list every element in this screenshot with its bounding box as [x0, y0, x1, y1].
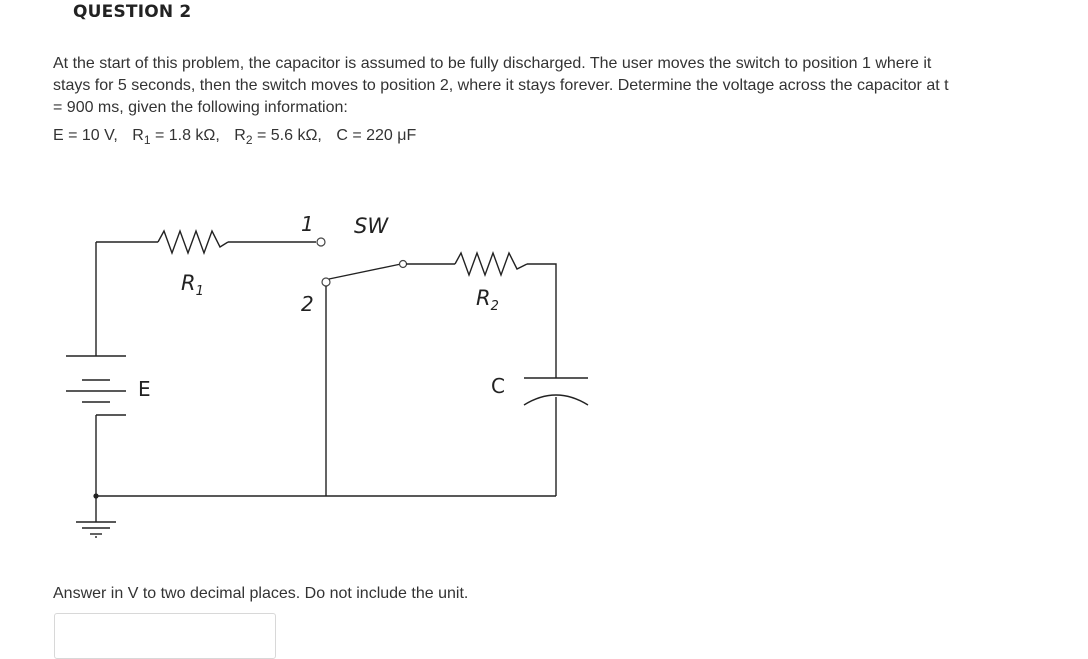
- resistor-r1: [158, 231, 228, 253]
- r1-label: $R_1$: [181, 271, 204, 299]
- answer-instruction: Answer in V to two decimal places. Do not include the unit.: [53, 585, 469, 602]
- switch-contact-2: [322, 278, 330, 286]
- question-title: QUESTION 2: [73, 2, 192, 22]
- given-e: E = 10 V,: [53, 127, 118, 144]
- question-text-line: stays for 5 seconds, then the switch moves to position 2, where it stays forever. Determine the voltage across the capacitor at t: [53, 77, 949, 94]
- junction-dot: [93, 493, 98, 498]
- question-text-line: At the start of this problem, the capacitor is assumed to be fully discharged. The user moves the switch to position 1 where it: [53, 55, 932, 72]
- wire-r2-to-right: [527, 264, 556, 378]
- capacitor-label: C: [491, 374, 505, 398]
- source-label: E: [138, 377, 151, 401]
- circuit-diagram: [0, 190, 620, 540]
- switch-blade: [329, 264, 401, 279]
- switch-contact-1: [317, 238, 325, 246]
- switch-position-2-label: 2: [301, 292, 314, 316]
- r2-label: $R_2$: [476, 286, 499, 314]
- switch-position-1-label: 1: [301, 212, 314, 236]
- resistor-r2: [455, 253, 527, 275]
- given-values: [53, 127, 416, 145]
- answer-input[interactable]: [54, 613, 276, 659]
- question-text-line: = 900 ms, given the following information:: [53, 99, 348, 116]
- question-text: [53, 53, 1088, 119]
- switch-label: SW: [354, 214, 389, 238]
- given-r1: $R_1 = 1.8$ kΩ,: [132, 127, 220, 147]
- switch-common: [400, 261, 407, 268]
- given-c: C = 220 μF: [336, 127, 417, 144]
- given-r2: $R_2 = 5.6$ kΩ,: [234, 127, 322, 147]
